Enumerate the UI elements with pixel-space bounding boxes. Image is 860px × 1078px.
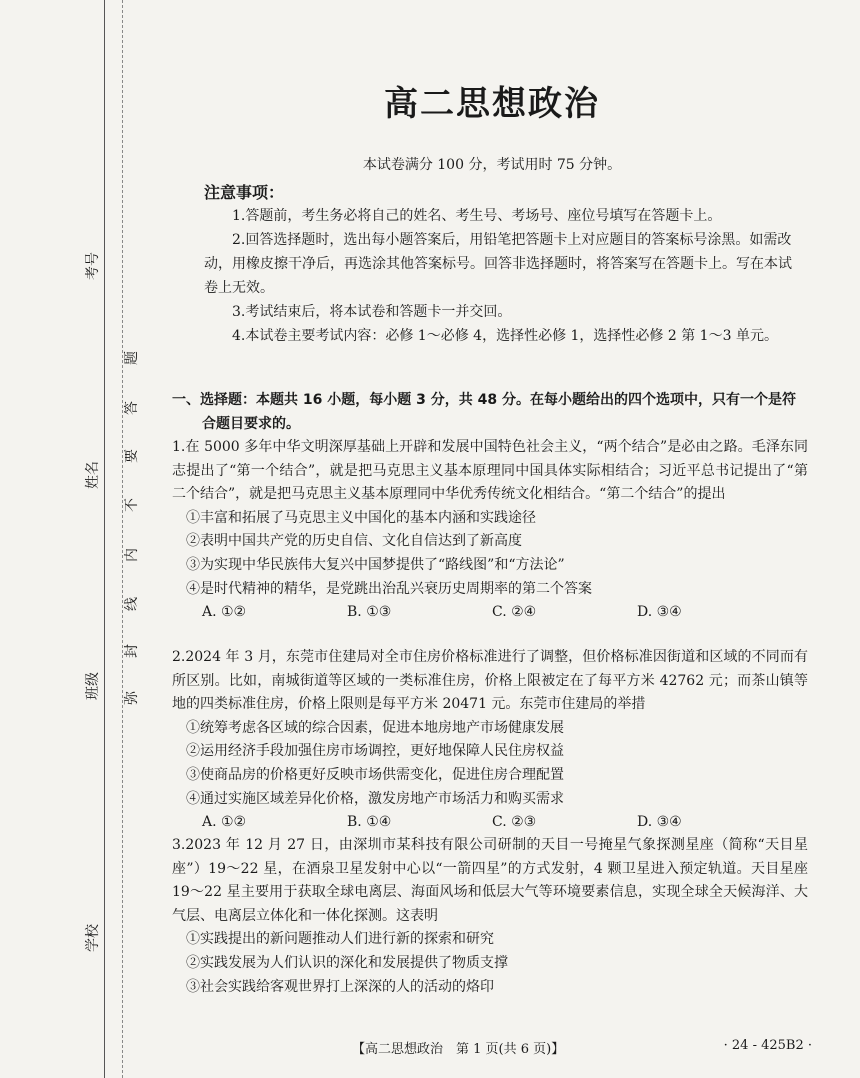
margin-field-school (72, 908, 112, 968)
margin-field-exam-number (72, 236, 112, 296)
answer-choice-a: A. ①② (202, 604, 247, 621)
question-stem: 1.在 5000 多年中华文明深厚基础上开辟和发展中国特色社会主义，“两个结合”是必由之路。毛泽东同志提出了“第一个结合”，就是把马克思主义基本原理同中国具体实际相结合；习近平总书记提出了“第二个结合”，就是把马克思主义基本原理同中华优秀传统文化相结合。“第二个结合”的提出 (172, 439, 808, 503)
answer-choices (172, 601, 808, 625)
page-title: 高二思想政治 (384, 84, 600, 124)
answer-choices (172, 811, 808, 835)
question-stem: 2.2024 年 3 月，东莞市住建局对全市住房价格标准进行了调整，但价格标准因街道和区域的不同而有所区别。比如，南城街道等区域的一类标准住房，价格上限被定在了每平方米 42762 元；而茶山镇等地的四类标准住房，价格上限则是每平方米 20471 元。东莞市住建局的举措 (172, 649, 808, 713)
seal-char: 答 (124, 401, 140, 415)
margin-label-class: 班级 (85, 672, 101, 700)
exam-info: 本试卷满分 100 分，考试用时 75 分钟。 (362, 157, 622, 173)
question-option: ③为实现中华民族伟大复兴中国梦提供了“路线图”和“方法论” (186, 556, 565, 573)
answer-choice-d: D. ③④ (637, 814, 682, 831)
seal-char: 不 (124, 498, 140, 512)
seal-char: 题 (124, 351, 140, 365)
question-3 (172, 834, 808, 999)
margin-field-name (72, 445, 112, 505)
margin-label-school: 学校 (85, 924, 101, 952)
section-heading-line1: 一、选择题：本题共 16 小题，每小题 3 分，共 48 分。在每小题给出的四个选项中，只有一个是符 (172, 392, 796, 408)
question-option: ③社会实践给客观世界打上深深的人的活动的烙印 (186, 978, 494, 995)
notice-item: 3.考试结束后，将本试卷和答题卡一并交回。 (232, 304, 512, 320)
margin-field-class (72, 656, 112, 716)
seal-char: 弥 (124, 691, 140, 705)
seal-char: 线 (124, 597, 140, 611)
answer-choice-c: C. ②③ (492, 814, 537, 831)
notice-list (204, 204, 804, 348)
question-option: ①实践提出的新问题推动人们进行新的探索和研究 (186, 931, 494, 948)
seal-char: 内 (124, 548, 140, 562)
question-2 (172, 646, 808, 835)
question-stem: 3.2023 年 12 月 27 日，由深圳市某科技有限公司研制的天目一号掩星气象探测星座（简称“天目星座”）19～22 星，在酒泉卫星发射中心以“一箭四星”的方式发射，4 颗卫星进入预定轨道。天目星座 19～22 星主要用于获取全球电离层、海面风场和低层大气等环境要素信息，实现全球全天候海洋、大气层、电离层立体化和一体化探测。这表明 (172, 837, 808, 924)
answer-choice-d: D. ③④ (637, 604, 682, 621)
footer-exam-code: · 24 - 425B2 · (723, 1038, 812, 1053)
notice-item: 4.本试卷主要考试内容：必修 1～必修 4，选择性必修 1，选择性必修 2 第 1～3 单元。 (232, 328, 778, 344)
question-option: ④是时代精神的精华，是党跳出治乱兴衰历史周期率的第二个答案 (186, 580, 592, 597)
question-option: ④通过实施区域差异化价格，激发房地产市场活力和购买需求 (186, 790, 564, 807)
notice-heading: 注意事项： (204, 183, 285, 202)
answer-choice-c: C. ②④ (492, 604, 537, 621)
question-option: ②实践发展为人们认识的深化和发展提供了物质支撑 (186, 954, 508, 971)
section-heading (172, 388, 808, 436)
seal-dashed-line (122, 0, 124, 1078)
question-option: ③使商品房的价格更好反映市场供需变化，促进住房合理配置 (186, 766, 564, 783)
seal-char: 封 (124, 644, 140, 658)
question-option: ①丰富和拓展了马克思主义中国化的基本内涵和实践途径 (186, 509, 536, 526)
question-1 (172, 436, 808, 625)
answer-choice-b: B. ①④ (347, 814, 392, 831)
notice-item: 1.答题前，考生务必将自己的姓名、考生号、考场号、座位号填写在答题卡上。 (232, 208, 722, 224)
question-option: ①统筹考虑各区域的综合因素，促进本地房地产市场健康发展 (186, 719, 564, 736)
seal-char: 要 (124, 449, 140, 463)
margin-label-exam-number: 考号 (85, 252, 101, 280)
section-heading-line2: 合题目要求的。 (202, 416, 300, 432)
margin-label-name: 姓名 (85, 461, 101, 489)
question-option: ②表明中国共产党的历史自信、文化自信达到了新高度 (186, 533, 522, 550)
answer-choice-b: B. ①③ (347, 604, 392, 621)
notice-item: 2.回答选择题时，选出每小题答案后，用铅笔把答题卡上对应题目的答案标号涂黑。如需改动，用橡皮擦干净后，再选涂其他答案标号。回答非选择题时，将答案写在答题卡上。写在本试卷上无效。 (204, 232, 792, 296)
answer-choice-a: A. ①② (202, 814, 247, 831)
question-option: ②运用经济手段加强住房市场调控，更好地保障人民住房权益 (186, 743, 564, 760)
footer-page-info: 【高二思想政治 第 1 页(共 6 页)】 (352, 1042, 565, 1057)
